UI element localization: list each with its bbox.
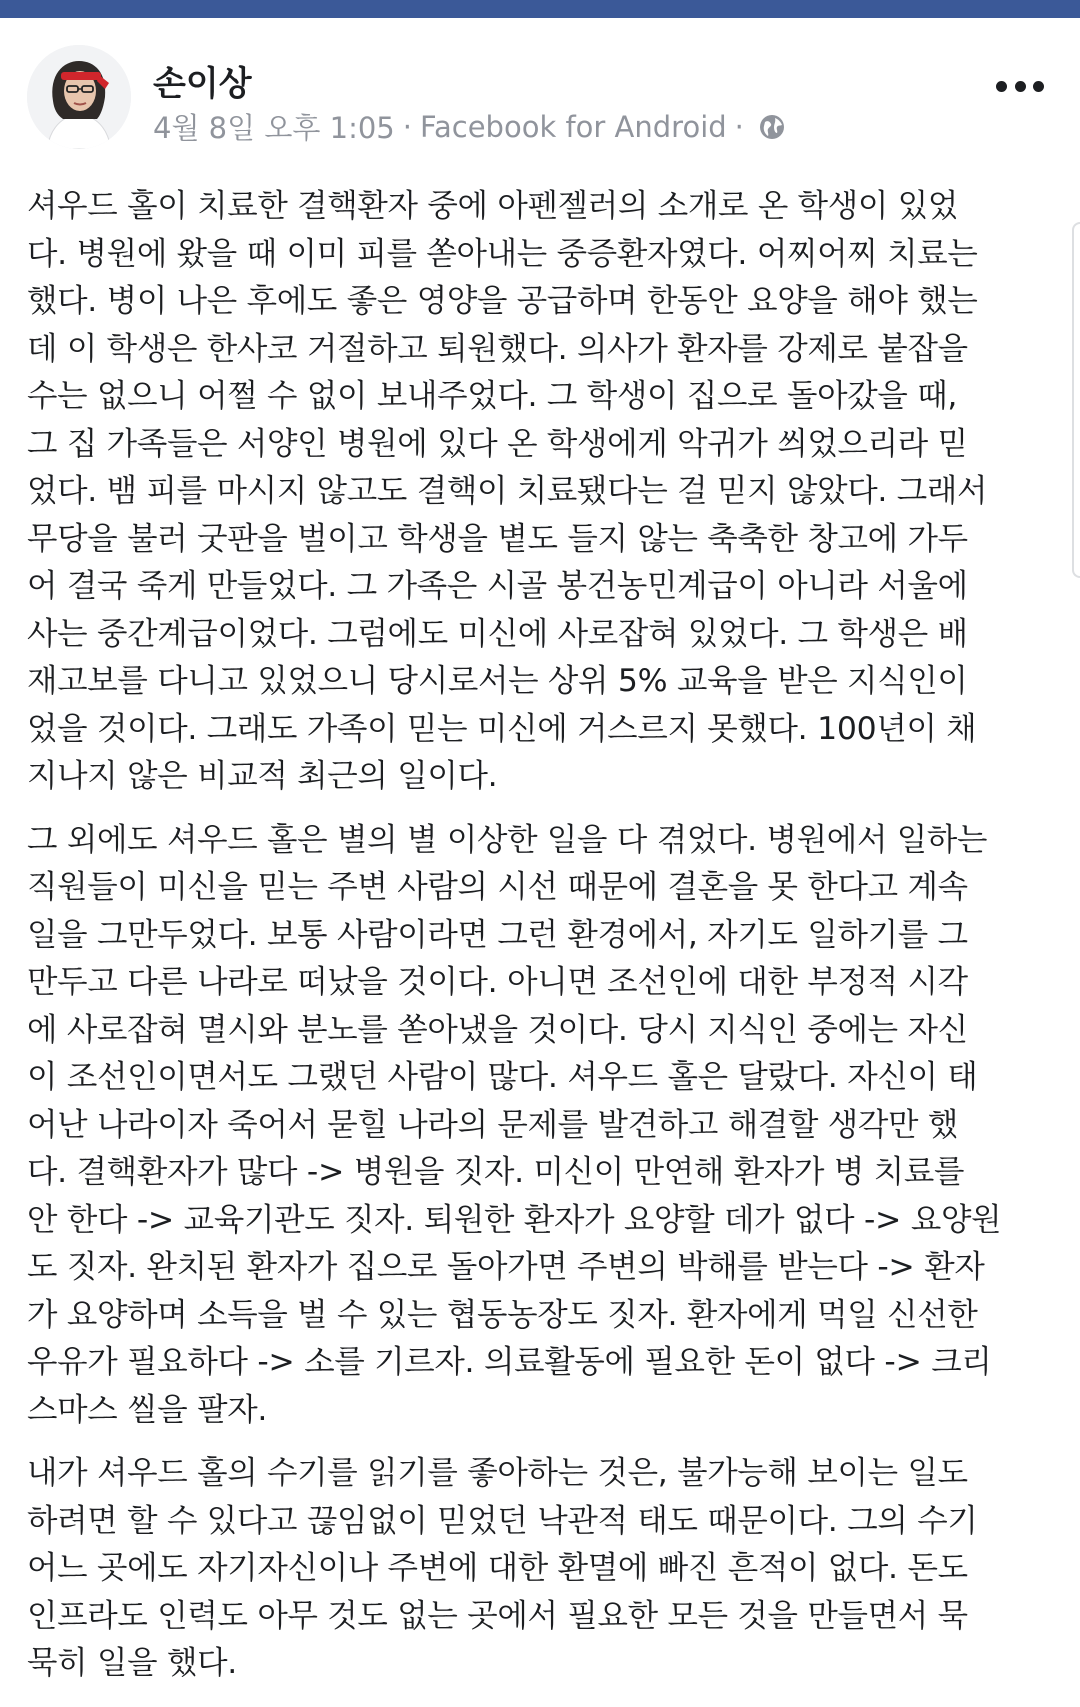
- post-meta: [153, 106, 786, 147]
- meta-separator: ·: [402, 109, 412, 144]
- text-line: 안 한다 -> 교육기관도 짓자. 퇴원한 환자가 요양할 데가 없다 -> 요양원: [27, 1201, 1002, 1238]
- post-body: [27, 183, 1057, 1704]
- more-dot: [996, 81, 1007, 92]
- text-line: 하려면 할 수 있다고 끊임없이 믿었던 낙관적 태도 때문이다. 그의 수기: [27, 1502, 978, 1539]
- text-line: 재고보를 다니고 있었으니 당시로서는 상위 5% 교육을 받은 지식인이: [27, 663, 968, 699]
- text-line: 어난 나라이자 죽어서 묻힐 나라의 문제를 발견하고 해결할 생각만 했: [27, 1106, 959, 1143]
- text-line: 내가 셔우드 홀의 수기를 읽기를 좋아하는 것은, 불가능해 보이는 일도: [27, 1455, 968, 1491]
- more-dot: [1015, 81, 1026, 92]
- avatar[interactable]: [27, 45, 131, 149]
- text-line: 다. 결핵환자가 많다 -> 병원을 짓자. 미신이 만연해 환자가 병 치료를: [27, 1154, 965, 1190]
- text-line: 가 요양하며 소득을 벌 수 있는 협동농장도 짓자. 환자에게 먹일 신선한: [27, 1296, 978, 1333]
- text-line: 그 집 가족들은 서양인 병원에 있다 온 학생에게 악귀가 씌었으리라 믿: [27, 425, 968, 462]
- text-line: 우유가 필요하다 -> 소를 기르자. 의료활동에 필요한 돈이 없다 -> 크리: [27, 1344, 992, 1380]
- text-line: 데 이 학생은 한사코 거절하고 퇴원했다. 의사가 환자를 강제로 붙잡을: [27, 330, 968, 367]
- scroll-edge-handle[interactable]: [1072, 222, 1080, 578]
- text-line: 사는 중간계급이었다. 그럼에도 미신에 사로잡혀 있었다. 그 학생은 배: [27, 615, 968, 652]
- text-line: 이 조선인이면서도 그랬던 사람이 많다. 셔우드 홀은 달랐다. 자신이 태: [27, 1059, 978, 1095]
- text-line: 인프라도 인력도 아무 것도 없는 곳에서 필요한 모든 것을 만들면서 묵: [27, 1597, 968, 1634]
- text-line: 일을 그만두었다. 보통 사람이라면 그런 환경에서, 자기도 일하기를 그: [27, 916, 968, 953]
- meta-separator: ·: [734, 109, 744, 144]
- text-line: 스마스 씰을 팔자.: [27, 1391, 268, 1428]
- post-header: [0, 40, 1080, 160]
- text-line: 그 외에도 셔우드 홀은 별의 별 이상한 일을 다 겪었다. 병원에서 일하는: [27, 821, 988, 858]
- post-paragraph: [27, 1450, 1057, 1688]
- text-line: 만두고 다른 나라로 떠났을 것이다. 아니면 조선인에 대한 부정적 시각: [27, 964, 968, 1000]
- post-paragraph: [27, 183, 1057, 801]
- text-line: 도 짓자. 완치된 환자가 집으로 돌아가면 주변의 박해를 받는다 -> 환자: [27, 1249, 985, 1285]
- text-line: 었다. 뱀 피를 마시지 않고도 결핵이 치료됐다는 걸 믿지 않았다. 그래서: [27, 473, 988, 509]
- post-paragraph: [27, 817, 1057, 1435]
- text-line: 셔우드 홀이 치료한 결핵환자 중에 아펜젤러의 소개로 온 학생이 있었: [27, 188, 959, 224]
- more-dot: [1033, 81, 1044, 92]
- text-line: 에 사로잡혀 멸시와 분노를 쏟아냈을 것이다. 당시 지식인 중에는 자신: [27, 1011, 968, 1048]
- post-source-app: Facebook for Android: [419, 109, 727, 144]
- text-line: 다. 병원에 왔을 때 이미 피를 쏟아내는 중증환자였다. 어찌어찌 치료는: [27, 235, 978, 272]
- avatar-image: [27, 45, 131, 149]
- text-line: 묵히 일을 했다.: [27, 1645, 237, 1681]
- more-options-icon[interactable]: [996, 74, 1044, 98]
- text-line: 했다. 병이 나은 후에도 좋은 영양을 공급하며 한동안 요양을 해야 했는: [27, 283, 978, 319]
- author-name[interactable]: 손이상: [153, 64, 252, 104]
- post-timestamp[interactable]: 4월 8일 오후 1:05: [153, 111, 395, 145]
- top-navigation-bar: [0, 0, 1080, 18]
- text-line: 지나지 않은 비교적 최근의 일이다.: [27, 758, 498, 794]
- text-line: 수는 없으니 어쩔 수 없이 보내주었다. 그 학생이 집으로 돌아갔을 때,: [27, 378, 958, 414]
- text-line: 어 결국 죽게 만들었다. 그 가족은 시골 봉건농민계급이 아니라 서울에: [27, 568, 968, 604]
- text-line: 어느 곳에도 자기자신이나 주변에 대한 환멸에 빠진 흔적이 없다. 돈도: [27, 1550, 968, 1586]
- globe-icon: [758, 113, 786, 141]
- text-line: 무당을 불러 굿판을 벌이고 학생을 볕도 들지 않는 축축한 창고에 가두: [27, 520, 968, 557]
- text-line: 었을 것이다. 그래도 가족이 믿는 미신에 거스르지 못했다. 100년이 채: [27, 710, 977, 747]
- text-line: 직원들이 미신을 믿는 주변 사람의 시선 때문에 결혼을 못 한다고 계속: [27, 869, 968, 905]
